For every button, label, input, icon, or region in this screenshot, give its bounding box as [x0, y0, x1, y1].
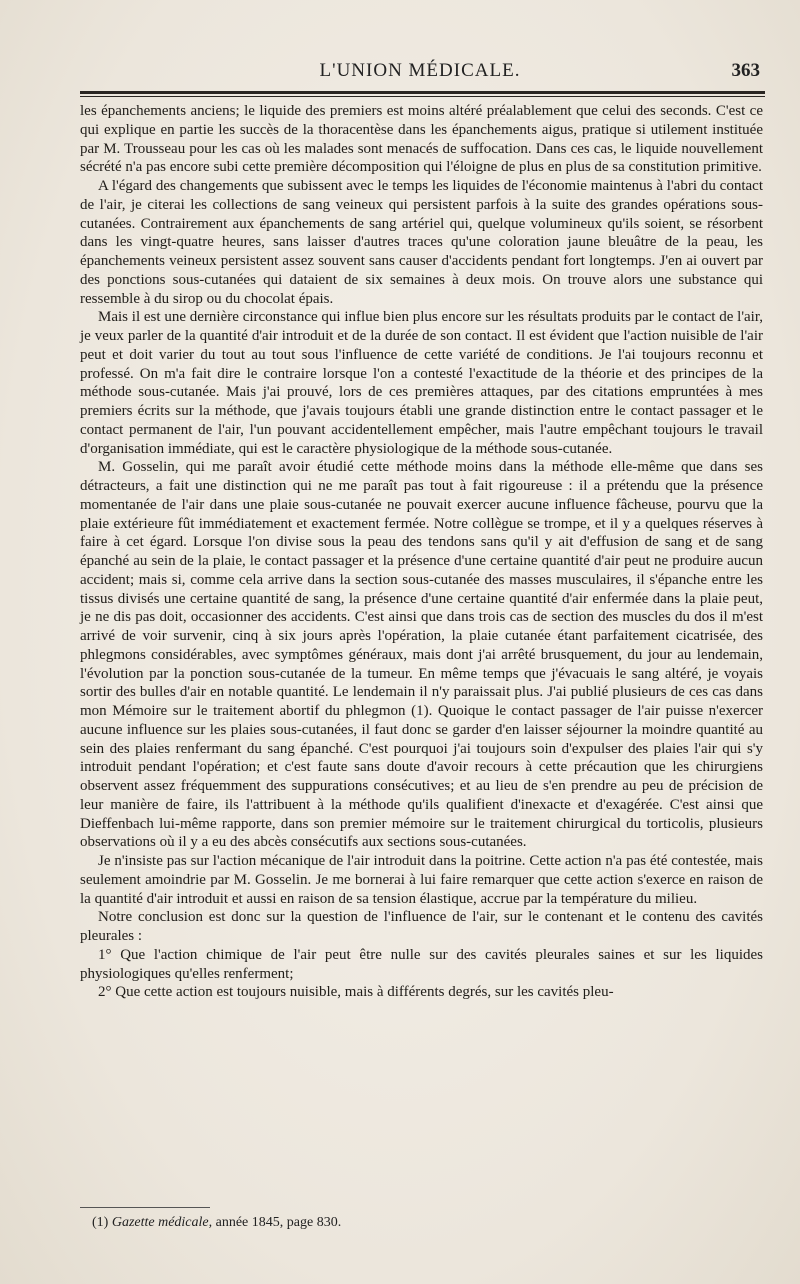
article-body [80, 102, 763, 1002]
footnote-rule [80, 1207, 210, 1208]
paragraph: A l'égard des changements que subissent avec le temps les liquides de l'économie maintenus à l'abri du contact de l'air, je citerai les collections de sang veineux qui persistent parfois à la suite des grandes opérations sous-cutanées. Contrairement aux épanchements de sang artériel qui, quelque volumineux qu'ils soient, se résorbent dans les vingt-quatre heures, sans laisser d'autres traces qu'une coloration jaune bleuâtre de la peau, les épanchements veineux persistent assez souvent sans causer d'accidents pendant fort longtemps. J'en ai ouvert par des ponctions sous-cutanées qui dataient de six semaines à deux mois. On trouve alors une substance qui ressemble à du sirop ou du chocolat épais. [80, 178, 763, 307]
paragraph: Mais il est une dernière circonstance qui influe bien plus encore sur les résultats produits par le contact de l'air, je veux parler de la quantité d'air introduit et de la durée de son contact. Il est évident que l'action nuisible de l'air peut et doit varier du tout au tout sous l'influence de cette variété de conditions. Je l'ai toujours reconnu et professé. On m'a fait dire le contraire lorsque l'on a contesté l'exactitude de la théorie et des principes de la méthode sous-cutanée. Mais j'ai prouvé, lors de ces premières attaques, par des citations empruntées à mes premiers écrits sur la méthode, que j'avais toujours établi une grande distinction entre le contact passager et le contact permanent de l'air, l'un pouvant accidentellement empêcher, mais l'autre empêchant toujours le travail d'organisation immédiate, qui est le caractère physiologique de la méthode sous-cutanée. [80, 309, 763, 457]
footnote-marker: (1) [92, 1215, 109, 1230]
header-rule-thick [80, 91, 765, 94]
page-number: 363 [731, 60, 760, 81]
journal-title: L'UNION MÉDICALE. [319, 60, 521, 81]
footnote-source: Gazette médicale, [111, 1215, 213, 1230]
header-rule-thin [80, 96, 765, 97]
paragraph: 2° Que cette action est toujours nuisible, mais à différents degrés, sur les cavités pleu- [98, 984, 614, 1001]
paragraph: M. Gosselin, qui me paraît avoir étudié cette méthode moins dans la méthode elle-même que dans ses détracteurs, a fait une distinction qui ne me paraît pas tout à fait rigoureuse : il a prétendu que la présence momentanée de l'air dans une plaie sous-cutanée ne pouvait exercer aucune influence fâcheuse, pourvu que la plaie extérieure fût immédiatement et exactement fermée. Notre collègue se trompe, et il y a quelques réserves à faire à cet égard. Lorsque l'on divise sous la peau des tendons sans qu'il y ait d'effusion de sang et de sang épanché au sein de la plaie, le contact passager et la présence d'une certaine quantité d'air peut ne produire aucun accident; mais si, comme cela arrive dans la section sous-cutanée des masses musculaires, il s'épanche entre les tissus divisés une certaine quantité de sang, la présence d'une certaine quantité d'air enfermée dans la plaie peut, je ne dis pas doit, occasionner des accidents. C'est ainsi que dans trois cas de section des muscles du dos il m'est arrivé de voir survenir, cinq à six jours après l'opération, la plaie cutanée étant parfaitement cicatrisée, des phlegmons considérables, avec symptômes généraux, mais dont j'ai arrêté brusquement, du jour au lendemain, l'évolution par la ponction sous-cutanée de la tumeur. En même temps que j'évacuais le sang altéré, je voyais sortir des bulles d'air en notable quantité. Le lendemain il n'y paraissait plus. J'ai publié plusieurs de ces cas dans mon Mémoire sur le traitement abortif du phlegmon (1). Quoique le contact passager de l'air puisse n'exercer aucune influence sur les plaies sous-cutanées, il faut donc se garder d'en laisser séjourner la moindre quantité au sein des plaies renfermant du sang épanché. C'est pourquoi j'ai toujours soin d'expulser des plaies l'air qui s'y introduit pendant l'opération; et c'est faute sans doute d'avoir recours à cette précaution que les chirurgiens observent assez fréquemment des suppurations consécutives; et au lieu de s'en prendre au peu de précision de leur manière de faire, ils l'attribuent à la méthode qu'ils qualifient d'inexacte et d'exagérée. C'est ainsi que Dieffenbach lui-même rapporte, dans son premier mémoire sur le traitement chirurgical du torticolis, plusieurs observations où il y a eu des abcès consécutifs aux sections sous-cutanées. [80, 459, 763, 851]
paragraph: les épanchements anciens; le liquide des premiers est moins altéré préalablement que celui des seconds. C'est ce qui explique en partie les succès de la thoracentèse dans les épanchements aigus, pratique si utilement instituée par M. Trousseau pour les cas où les malades sont menacés de suffocation. Dans ces cas, le liquide nouvellement sécrété n'a pas encore subi cette première décomposition qui l'éloigne de plus en plus de sa constitution primitive. [80, 103, 763, 176]
footnote [92, 1214, 762, 1231]
paragraph: 1° Que l'action chimique de l'air peut être nulle sur des cavités pleurales saines et sur les liquides physiologiques qu'elles renferment; [80, 946, 763, 982]
paragraph: Je n'insiste pas sur l'action mécanique de l'air introduit dans la poitrine. Cette action n'a pas été contestée, mais seulement amoindrie par M. Gosselin. Je me bornerai à lui faire remarquer que cette action s'exerce en raison de la quantité d'air introduit et aussi en raison de sa tension élastique, accrue par la température du milieu. [80, 853, 763, 907]
running-header [80, 58, 760, 88]
footnote-detail: année 1845, page 830. [215, 1215, 342, 1230]
paragraph: Notre conclusion est donc sur la question de l'influence de l'air, sur le contenant et le contenu des cavités pleurales : [80, 909, 763, 944]
